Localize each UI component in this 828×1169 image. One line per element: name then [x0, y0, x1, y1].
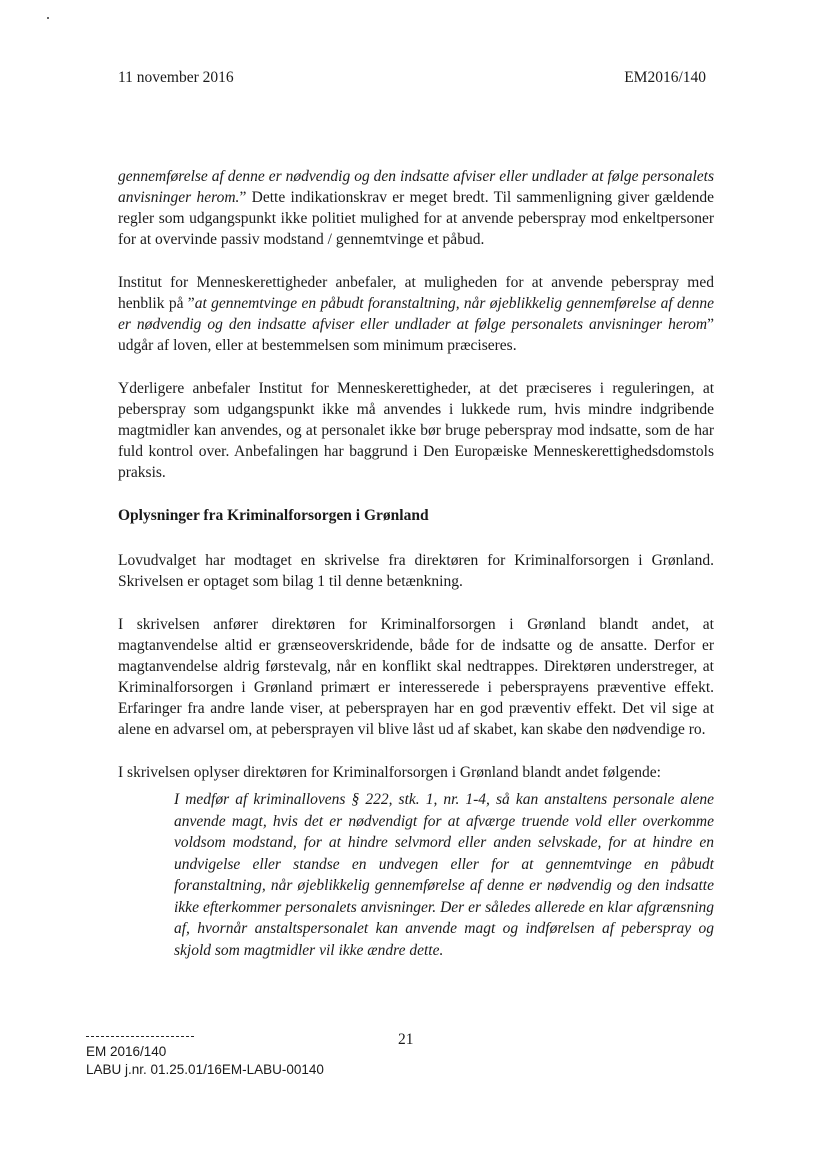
paragraph-1-quote: gennemførelse af denne er nødvendig og den indsatte afviser eller undlader at følge personalets anvisninger herom.: [118, 168, 714, 206]
paragraph-2-text-b: ” udgår af loven, eller at bestemmelsen som minimum præciseres.: [118, 316, 714, 354]
paragraph-4: Lovudvalget har modtaget en skrivelse fra direktøren for Kriminalforsorgen i Grønland. Skrivelsen er optaget som bilag 1 til denne betænkning.: [118, 552, 714, 590]
footer-journal-number: LABU j.nr. 01.25.01/16EM-LABU-00140: [86, 1062, 324, 1077]
scan-speck: [47, 17, 49, 19]
header-date: 11 november 2016: [118, 69, 234, 86]
footer-rule: [86, 1036, 194, 1037]
paragraph-1-text: ” Dette indikationskrav er meget bredt. Til sammenligning giver gældende regler som udgangspunkt ikke politiet mulighed for at anvende peberspray mod enkeltpersoner for at overvinde passiv modstand / gennemtvinge et påbud.: [118, 189, 715, 248]
page-footer: [86, 1036, 324, 1079]
header-doc-id: EM2016/140: [624, 69, 706, 86]
section-heading: Oplysninger fra Kriminalforsorgen i Grønland: [118, 507, 429, 524]
paragraph-2-text-a: Institut for Menneskerettigheder anbefaler, at muligheden for at anvende peberspray med henblik på ”: [118, 274, 714, 312]
paragraph-2: [118, 272, 714, 356]
paragraph-3: Yderligere anbefaler Institut for Menneskerettigheder, at det præciseres i reguleringen, at peberspray som udgangspunkt ikke må anvendes i lukkede rum, hvis mindre indgribende magtmidler kan anvendes, og at personalet ikke bør bruge peberspray mod indsatte, som de har fuld kontrol over. Anbefalingen har baggrund i Den Europæiske Menneskerettighedsdomstols praksis.: [118, 380, 714, 481]
paragraph-2-quote: at gennemtvinge en påbudt foranstaltning, når øjeblikkelig gennemførelse af denne er nødvendig og den indsatte afviser eller undlader at følge personalets anvisninger herom: [118, 295, 714, 333]
block-quote: I medfør af kriminallovens § 222, stk. 1, nr. 1-4, så kan anstaltens personale alene anvende magt, hvis det er nødvendigt for at afværge truende vold eller overkomme voldsom modstand, for at hindre selvmord eller anden selvskade, for at hindre en undvigelse eller standse en undvegen eller for at gennemtvinge en påbudt foranstaltning, når øjeblikkelig gennemførelse af denne er nødvendig og den indsatte ikke efterkommer personalets anvisninger. Der er således allerede en klar afgrænsning af, hvornår anstaltspersonalet kan anvende magt og indførelsen af peberspray og skjold som magtmidler vil ikke ændre dette.: [174, 791, 714, 959]
paragraph-6: I skrivelsen oplyser direktøren for Kriminalforsorgen i Grønland blandt andet følgende:: [118, 764, 661, 781]
paragraph-5: I skrivelsen anfører direktøren for Kriminalforsorgen i Grønland blandt andet, at magtanvendelse altid er grænseoverskridende, både for de indsatte og de ansatte. Derfor er magtanvendelse aldrig førstevalg, når en konflikt skal nedtrappes. Direktøren understreger, at Kriminalforsorgen i Grønland primært er interesserede i pebersprayens præventive effekt. Erfaringer fra andre lande viser, at pebersprayen har en god præventiv effekt. Det vil sige at alene en advarsel om, at pebersprayen vil blive låst ud af skabet, kan skabe den nødvendige ro.: [118, 616, 714, 738]
page-header: [118, 69, 706, 87]
page-number: 21: [398, 1031, 414, 1048]
footer-doc-id: EM 2016/140: [86, 1044, 167, 1059]
page-body: [118, 166, 714, 961]
paragraph-1: [118, 166, 714, 250]
